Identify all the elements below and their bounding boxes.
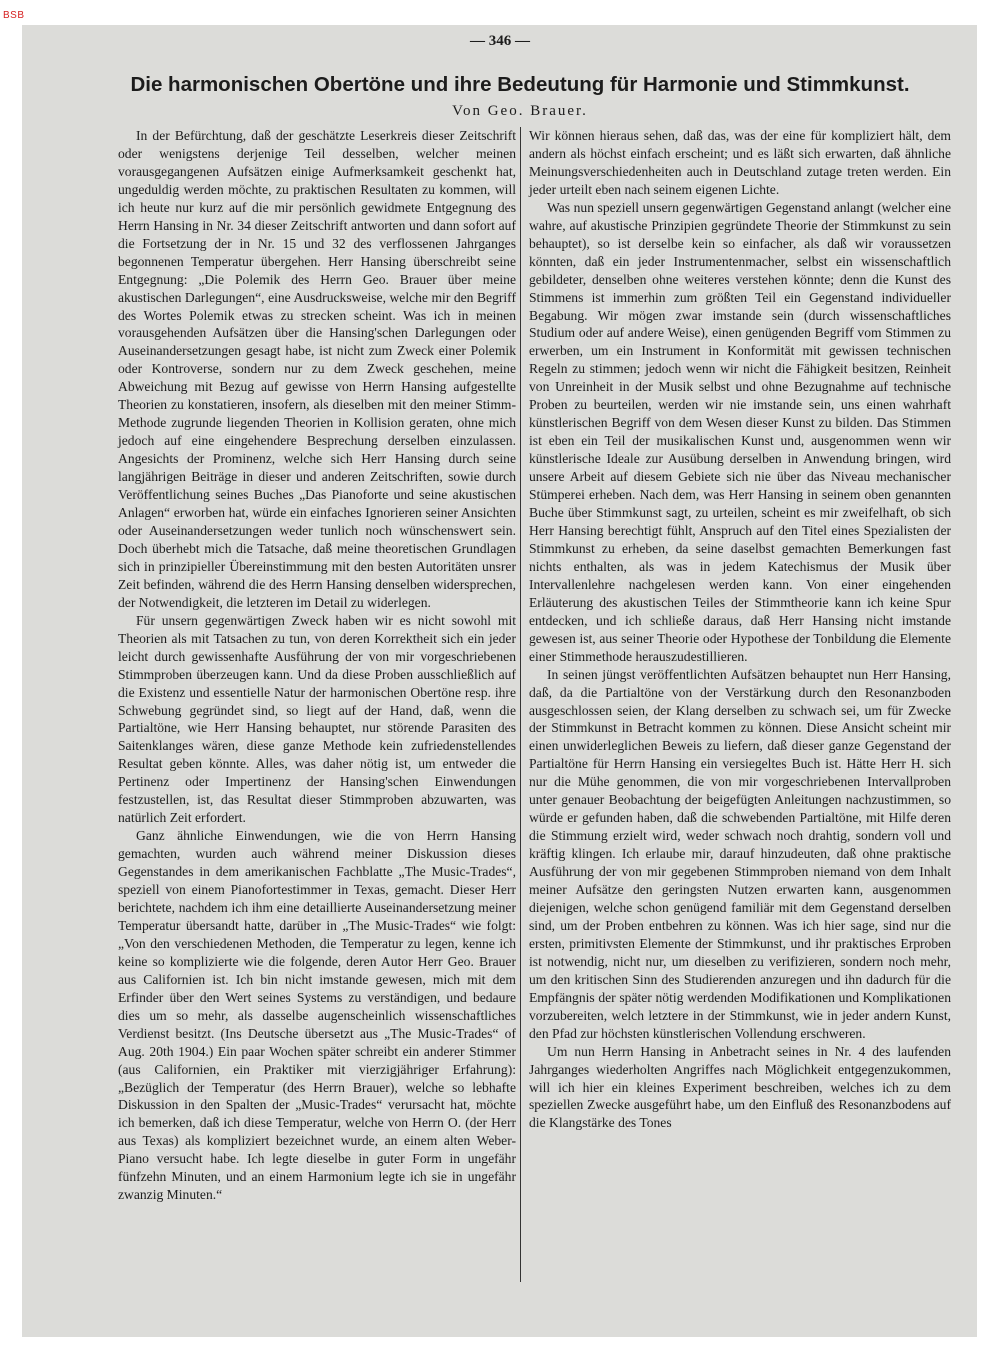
paragraph: Ganz ähnliche Einwendungen, wie die von Herrn Hansing gemachten, wurden auch während meiner Diskussion dieses Gegenstandes in dem amerikanischen Fachblatte „The Music-Trades“, speziell von einem Pianofortestimmer in Texas, gemacht. Dieser Herr berichtete, nachdem ich ihm eine detaillierte Auseinandersetzung meiner Temperatur übersandt hatte, darüber in „The Music-Trades“ wie folgt: „Von den verschiedenen Methoden, die Temperatur zu legen, kenne ich keine so komplizierte wie die folgende, deren Autor Herr Geo. Brauer aus Californien ist. Ich bin nicht imstande gewesen, mich mit dem Erfinder über den Wert seines Systems zu verständigen, und bedaure dies um so mehr, als dasselbe augenscheinlich wissenschaftliches Verdienst besitzt. (Ins Deutsche übersetzt aus „The Music-Trades“ of Aug. 20th 1904.) Ein paar Wochen später schreibt ein anderer Stimmer (aus Californien, ein Praktiker mit vierzigjähriger Erfahrung): „Bezüglich der Temperatur (des Herrn Brauer), welche so lebhafte Diskussion in den Spalten der „Music-Trades“ verursacht hat, möchte ich bemerken, daß ich diese Temperatur, welche von Herrn O. (der Herr aus Texas) als kompliziert bezeichnet wurde, an einem alten Weber-Piano versucht habe. Ich legte dieselbe in guter Form in ungefähr fünfzehn Minuten, und an einem Harmonium legte ich sie in ungefähr zwanzig Minuten.“ bbox=[118, 828, 516, 1203]
library-watermark: BSB bbox=[3, 10, 25, 21]
paragraph: Für unsern gegenwärtigen Zweck haben wir es nicht sowohl mit Theorien als mit Tatsachen zu tun, von deren Korrektheit sich ein jeder leicht durch gewissenhafte Ausführung der von mir vorgeschriebenen Stimmproben überzeugen kann. Und da diese Proben ausschließlich auf die Existenz und essentielle Natur der harmonischen Obertöne resp. ihre Schwebung gegründet sind, so liegt auf der Hand, daß, wenn die Partialtöne, wie Herr Hansing behauptet, nur störende Parasiten des Saitenklanges wären, diese ganze Methode kein zufriedenstellendes Resultat geben könnte. Alles, was daher nötig ist, um entweder die Pertinenz oder Impertinenz der Hansing'schen Einwendungen festzustellen, ist, das Resultat dieser Stimmproben abzuwarten, was natürlich Zeit erfordert. bbox=[118, 612, 516, 826]
paragraph: Wir können hieraus sehen, daß das, was der eine für kompliziert hält, dem andern als höchst einfach erscheint; und es läßt sich erwarten, daß ähnliche Meinungsverschiedenheiten auch in Deutschland zutage treten werden. Ein jeder urteilt eben nach seinem eigenen Lichte. bbox=[529, 128, 951, 197]
byline: Von Geo. Brauer. bbox=[452, 103, 588, 119]
article-title: Die harmonischen Obertöne und ihre Bedeutung für Harmonie und Stimmkunst. bbox=[130, 73, 910, 96]
right-column bbox=[529, 127, 951, 1132]
paragraph: Um nun Herrn Hansing in Anbetracht seines in Nr. 4 des laufenden Jahrganges wiederholten Angriffes nach Möglichkeit entgegenzukommen, will ich hier ein kleines Experiment beschreiben, welches ich zu dem speziellen Zwecke ausgeführt habe, um den Einfluß des Resonanzbodens auf die Klangstärke des Tones bbox=[529, 1043, 951, 1131]
paragraph: Was nun speziell unsern gegenwärtigen Gegenstand anlangt (welcher eine wahre, auf akustische Prinzipien gegründete Theorie der Stimmkunst zu sein behauptet), so ist derselbe kein so einfacher, als daß wir voraussetzen könnten, daß ein jeder Instrumentenmacher, selbst ein wissenschaftlich gebildeter, denselben ohne weiteres verstehen könnte; denn die Kunst des Stimmens ist immerhin zum größten Teil ein Gegenstand individueller Begabung. Wir mögen zwar imstande sein (durch wissenschaftliches Studium oder auf andere Weise), einen genügenden Begriff vom Stimmen zu erwerben, um ein Instrument in Konformität mit gewissen technischen Regeln zu stimmen; jedoch wenn wir nicht die Fähigkeit besitzen, Reinheit von Unreinheit in der Musik selbst und ohne Bezugnahme auf technische Proben zu beurteilen, werden wir nie imstande sein, uns einen wahrhaft künstlerischen Begriff von dem Wesen dieser Kunst zu bilden. Das Stimmen ist eben ein Teil der musikalischen Kunst und, ausgenommen wenn wir künstlerische Ideale zur Ausübung derselben in Anwendung bringen, wird unsere Arbeit auf diesem Gebiete sich nie über das Niveau mechanischer Stümperei erheben. Nach dem, was Herr Hansing in seinem oben genannten Buche über Stimmkunst sagt, zu urteilen, scheint es mir zweifelhaft, ob sich Herr Hansing berechtigt fühlt, Anspruch auf den Titel eines Spezialisten der Stimmkunst zu erheben, da seine daselbst gemachten Bemerkungen fast nichts enthalten, als was in jedem Katechismus der Musik über Intervallenlehre nachgelesen werden kann. Von einer eingehenden Erläuterung des akustischen Teiles der Stimmtheorie kann ich keine Spur entdecken, und ich schließe daraus, daß Herr Hansing nicht imstande gewesen ist, aus seiner Theorie oder Hypothese der Tonbildung die Elemente einer Stimmethode herauszudestillieren. bbox=[529, 199, 951, 664]
paragraph: In der Befürchtung, daß der geschätzte Leserkreis dieser Zeitschrift oder wenigstens derjenige Teil desselben, welcher meinen vorausgegangenen Aufsätzen einige Aufmerksamkeit geschenkt hat, ungeduldig werden möchte, zu praktischen Resultaten zu kommen, will ich heute nur kurz auf die mir persönlich gewidmete Entgegnung des Herrn Hansing in Nr. 34 dieser Zeitschrift antworten und dann sofort auf die Fortsetzung der in Nr. 15 und 32 des verflossenen Jahrganges begonnenen Temperatur übergehen. Herr Hansing überschreibt seine Entgegnung: „Die Polemik des Herrn Geo. Brauer über meine akustischen Darlegungen“, eine Ausdrucksweise, welche mir den Begriff des Wortes Polemik etwas zu strecken scheint. Was ich in meinen vorausgehenden Aufsätzen über die Hansing'schen Darlegungen oder Auseinandersetzungen gesagt habe, ist nicht zum Zweck einer Polemik oder Kontroverse, sondern nur zu dem Zweck geschehen, meine Abweichung mit Bezug auf gewisse von Herrn Hansing aufgestellte Theorien zu konstatieren, insofern, als dieselben mit den meiner Stimm-Methode zugrunde liegenden Theorien in Kollision geraten, ohne mich jedoch auf eine eingehendere Besprechung derselben einzulassen. Angesichts der Prominenz, welche sich Herr Hansing durch seine langjährigen Beiträge in dieser und anderen Zeitschriften, sowie durch Veröffentlichung seines Buches „Das Pianoforte und seine akustischen Anlagen“ erworben hat, würde ein einfaches Ignorieren seiner Ansichten oder Auseinandersetzungen weder tunlich noch wünschenswert sein. Doch überhebt mich die Tatsache, daß meine theoretischen Grundlagen sich in prinzipieller Übereinstimmung mit den besten Autoritäten unsrer Zeit befinden, während die des Herrn Hansing denselben widersprechen, der Notwendigkeit, die letzteren im Detail zu widerlegen. bbox=[118, 128, 516, 610]
column-divider bbox=[520, 127, 521, 1282]
paragraph: In seinen jüngst veröffentlichten Aufsätzen behauptet nun Herr Hansing, daß, da die Partialtöne von der Verstärkung durch den Resonanzboden ausgeschlossen seien, der Klang derselben zu schwach sei, um für Zwecke der Stimmkunst in Betracht kommen zu können. Diese Ansicht scheint mir einen unwiderleglichen Beweis zu liefern, daß dieser ganze Gegenstand der Partialtöne für Herrn Hansing ein versiegeltes Buch ist. Hätte Herr H. sich nur die Mühe genommen, die von mir vorgeschriebenen Intervallproben unter genauer Beobachtung der beigefügten Anleitungen nachzustimmen, so würde er gefunden haben, daß die schwebenden Partialtöne, mit Hilfe deren die Stimmung erzielt wird, weder schwach noch drahtig, sondern voll und kräftig klingen. Ich erlaube mir, darauf hinzudeuten, daß ohne praktische Ausführung der von mir gegebenen Stimmproben niemand von dem Inhalt meiner Aufsätze den geringsten Nutzen erwarten kann, ausgenommen diejenigen, welche schon genügend familiär mit dem Gegenstand derselben sind, um der Proben entbehren zu können. Was ich hier sage, sind nur die ersten, primitivsten Elemente der Stimmkunst, und ihr praktisches Erproben ist notwendig, nicht nur, um dieselben zu verifizieren, sondern noch mehr, um den kritischen Sinn des Studierenden anzuregen und ihn dadurch für die Empfängnis der später nötig werdenden Modifikationen und Komplikationen vorzubereiten, welch letztere in der Stimmkunst, wie in jeder andern Kunst, den Pfad zur höchsten künstlerischen Vollendung erschweren. bbox=[529, 666, 951, 1041]
page-number: — 346 — bbox=[470, 33, 530, 49]
left-column bbox=[118, 127, 516, 1204]
